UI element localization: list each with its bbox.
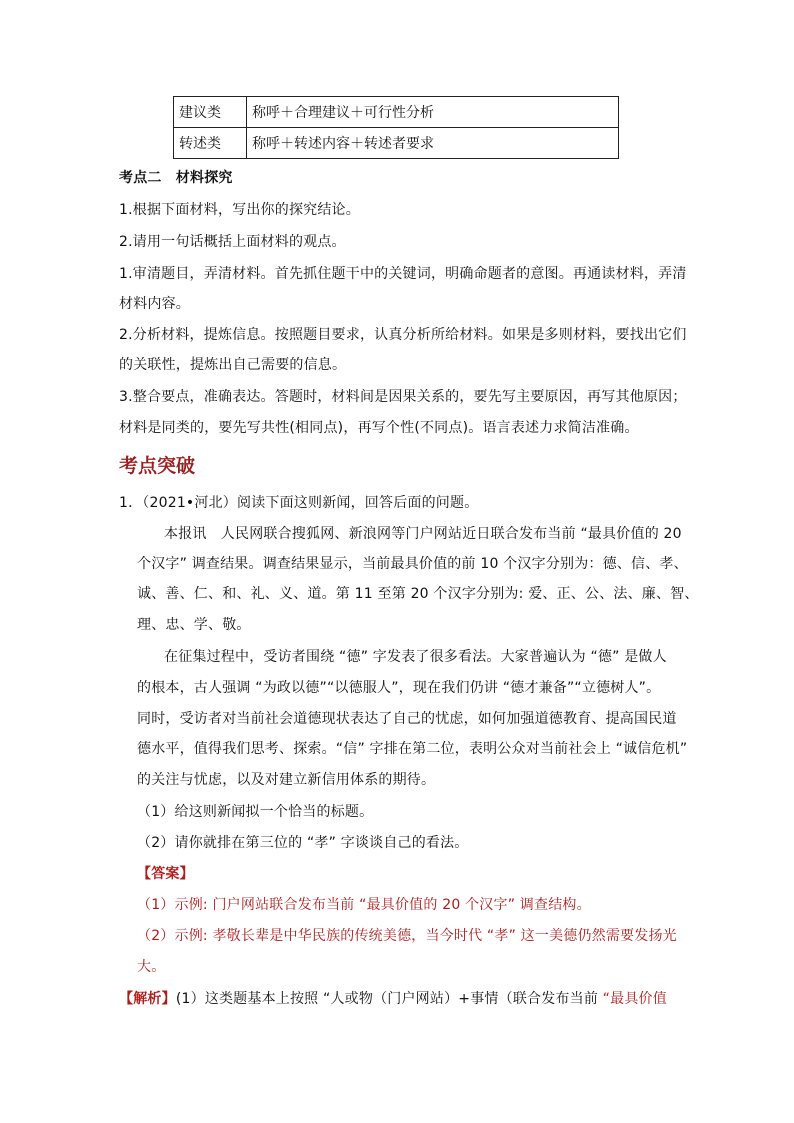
method-line: 材料内容。 [119,296,190,312]
news-line: 理、忠、学、敬。 [137,617,251,633]
news-line: 的根本，古人强调 “为政以德”“以德服人”，现在我们仍讲 “德才兼备”“立德树人”。 [137,680,661,696]
answer-line: （2）示例: 孝敬长辈是中华民族的传统美德，当今时代 “孝” 这一美德仍然需要发扬光 [137,928,677,944]
analysis-line [119,988,667,1008]
method-line: 2.分析材料，提炼信息。按照题目要求，认真分析所给材料。如果是多则材料，要找出它们 [119,327,687,343]
table-cell-content: 称呼＋合理建议＋可行性分析 [247,97,619,128]
news-line: 诚、善、仁、和、礼、义、道。第 11 至第 20 个汉字分别为: 爱、正、公、法、廉、智、 [137,586,699,602]
news-line: 本报讯 人民网联合搜狐网、新浪网等门户网站近日联合发布当前 “最具价值的 20 [164,526,682,542]
analysis-highlight: “最具价值 [602,991,667,1007]
method-line: 3.整合要点，准确表达。答题时，材料间是因果关系的，要先写主要原因，再写其他原因； [119,389,687,405]
method-line: 的关联性，提炼出自己需要的信息。 [119,357,347,373]
method-line: 1.审清题目，弄清材料。首先抓住题干中的关键词，明确命题者的意图。再通读材料，弄清 [119,266,687,282]
table-cell-type: 建议类 [174,97,247,128]
table-cell-type: 转述类 [174,128,247,159]
news-line: 德水平，值得我们思考、探索。“信” 字排在第二位，表明公众对当前社会上 “诚信危机” [137,741,688,757]
table-row [174,97,619,128]
section-title: 考点二 材料探究 [119,170,233,186]
question-line: 2.请用一句话概括上面材料的观点。 [119,234,346,250]
news-line: 的关注与忧虑，以及对建立新信用体系的期待。 [137,772,436,788]
table-row [174,128,619,159]
news-line: 同时，受访者对当前社会道德现状表达了自己的忧虑，如何加强道德教育、提高国民道 [137,711,677,727]
sub-question: （1）给这则新闻拟一个恰当的标题。 [137,804,374,820]
section-heading: 考点突破 [119,455,196,477]
method-line: 材料是同类的，要先写共性(相同点)，再写个性(不同点)。语言表述力求简洁准确。 [119,420,639,436]
answer-line: （1）示例: 门户网站联合发布当前 “最具价值的 20 个汉字” 调查结构。 [137,897,591,913]
question-intro: 1．（2021•河北）阅读下面这则新闻，回答后面的问题。 [119,495,479,511]
answer-tag: 【答案】 [137,866,194,882]
answer-line: 大。 [137,959,166,975]
news-line: 个汉字” 调查结果。调查结果显示，当前最具价值的前 10 个汉字分别为：德、信、孝、 [137,556,688,572]
analysis-tag: 【解析】 [119,991,176,1007]
question-line: 1.根据下面材料，写出你的探究结论。 [119,202,360,218]
writing-type-table [173,96,619,159]
sub-question: （2）请你就排在第三位的 “孝” 字谈谈自己的看法。 [137,835,469,851]
analysis-text: (1）这类题基本上按照 “人或物（门户网站）+事情（联合发布当前 [175,991,603,1007]
table-cell-content: 称呼＋转述内容＋转述者要求 [247,128,619,159]
news-line: 在征集过程中，受访者围绕 “德” 字发表了很多看法。大家普遍认为 “德” 是做人 [164,649,667,665]
